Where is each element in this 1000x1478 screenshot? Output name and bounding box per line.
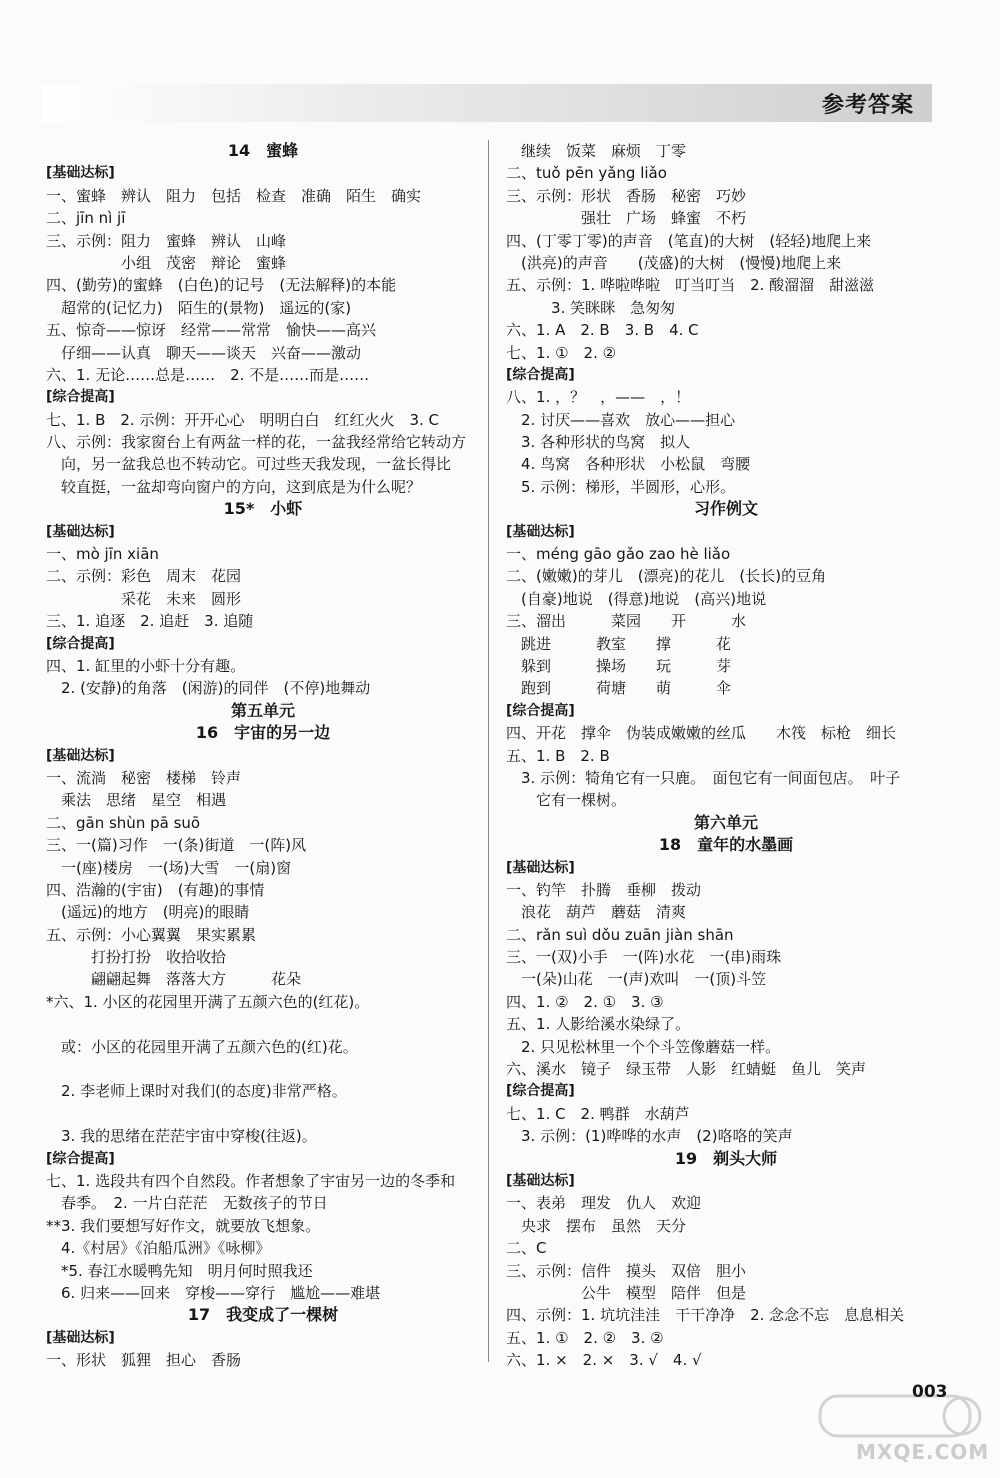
- answer-line: 3. 各种形状的鸟窝 拟人: [506, 433, 691, 452]
- answer-line: 打扮打扮 收拾收拾: [46, 948, 227, 967]
- answer-line: **3. 我们要想写好作文，就要放飞想象。: [46, 1216, 321, 1235]
- answer-line: [46, 1013, 480, 1035]
- watermark-graphic: [812, 1390, 992, 1442]
- answer-line: 3. 我的思绪在茫茫宇宙中穿梭(往返)。: [46, 1127, 317, 1146]
- answer-line: 一、流淌 秘密 楼梯 铃声: [46, 768, 242, 787]
- answer-line: 四、1. ② 2. ① 3. ③: [506, 992, 664, 1011]
- answer-line: 三、示例：信件 摸头 双倍 胆小: [506, 1261, 747, 1280]
- answer-line: 六、1. A 2. B 3. B 4. C: [506, 321, 699, 340]
- answer-line: 一、méng gāo gǎo zao hè liǎo: [506, 545, 731, 564]
- section-heading: 15* 小虾: [223, 499, 303, 519]
- answer-line: 央求 摆布 虽然 天分: [506, 1216, 687, 1235]
- answer-line: (自豪)地说 (得意)地说 (高兴)地说: [506, 589, 767, 608]
- answer-line: 4. 鸟窝 各种形状 小松鼠 弯腰: [506, 455, 751, 474]
- subsection-label: [综合提高]: [46, 1150, 115, 1167]
- answer-line: 五、1. 人影给溪水染绿了。: [506, 1015, 691, 1034]
- section-heading: 16 宇宙的另一边: [195, 723, 331, 743]
- answer-line: [46, 1103, 480, 1125]
- answer-line: 二、tuǒ pēn yǎng liǎo: [506, 164, 667, 183]
- section-heading: 第五单元: [230, 700, 295, 720]
- answer-line: 八、示例：我家窗台上有两盆一样的花，一盆我经常给它转动方: [46, 433, 467, 452]
- answer-line: 翩翩起舞 落落大方 花朵: [46, 970, 302, 989]
- page-number: 003: [912, 1382, 948, 1402]
- answer-line: 三、示例：阻力 蜜蜂 辨认 山峰: [46, 231, 287, 250]
- answer-line: 五、惊奇——惊讶 经常——常常 愉快——高兴: [46, 321, 377, 340]
- answer-line: 五、示例：小心翼翼 果实累累: [46, 925, 257, 944]
- answer-line: 5. 示例：梯形，半圆形，心形。: [506, 477, 736, 496]
- subsection-label: [基础达标]: [46, 747, 115, 764]
- answer-line: 七、1. ① 2. ②: [506, 343, 617, 362]
- answer-line: 五、1. ① 2. ② 3. ②: [506, 1328, 664, 1347]
- section-heading: 习作例文: [693, 499, 758, 519]
- answer-line: 四、浩瀚的(宇宙) (有趣)的事情: [46, 880, 265, 899]
- answer-line: 春季。 2. 一片白茫茫 无数孩子的节日: [46, 1194, 328, 1213]
- subsection-label: [基础达标]: [46, 1329, 115, 1346]
- answer-line: 四、1. 缸里的小虾十分有趣。: [46, 656, 246, 675]
- answer-line: 3. 示例：犄角它有一只鹿。 面包它有一间面包店。 叶子: [506, 768, 901, 787]
- answer-line: 四、(丁零丁零)的声音 (笔直)的大树 (轻轻)地爬上来: [506, 231, 872, 250]
- answer-line: 2. 只见松林里一个个斗笠像蘑菇一样。: [506, 1037, 781, 1056]
- answer-line: 四、示例：1. 坑坑洼洼 干干净净 2. 念念不忘 息息相关: [506, 1306, 905, 1325]
- answer-line: 二、gān shùn pā suō: [46, 813, 201, 832]
- subsection-label: [综合提高]: [506, 366, 575, 383]
- watermark-logo: [812, 1390, 992, 1472]
- answer-line: 仔细——认真 聊天——谈天 兴奋——激动: [46, 343, 362, 362]
- subsection-label: [综合提高]: [46, 635, 115, 652]
- subsection-label: [基础达标]: [506, 1172, 575, 1189]
- answer-line: 公牛 模型 陪伴 但是: [506, 1283, 747, 1302]
- answer-line: 一、形状 狐狸 担心 香肠: [46, 1351, 242, 1370]
- right-column: [506, 140, 946, 1371]
- answer-line: 三、溜出 菜园 开 水: [506, 612, 747, 631]
- answer-line: (遥远)的地方 (明亮)的眼睛: [46, 903, 250, 922]
- answer-line: (洪亮)的声音 (茂盛)的大树 (慢慢)地爬上来: [506, 253, 842, 272]
- answer-line: 3. 示例：(1)哗哗的水声 (2)咯咯的笑声: [506, 1127, 793, 1146]
- answer-line: 跑到 荷塘 萌 伞: [506, 679, 732, 698]
- answer-line: *5. 春江水暖鸭先知 明月何时照我还: [46, 1261, 313, 1280]
- answer-line: 躲到 操场 玩 芽: [506, 656, 732, 675]
- answer-line: 一、钓竿 扑腾 垂柳 拨动: [506, 880, 702, 899]
- answer-line: 二、示例：彩色 周末 花园: [46, 567, 242, 586]
- subsection-label: [基础达标]: [46, 523, 115, 540]
- answer-line: 三、示例：形状 香肠 秘密 巧妙: [506, 186, 747, 205]
- answer-line: *六、1. 小区的花园里开满了五颜六色的(红花)。: [46, 992, 370, 1011]
- section-heading: 第六单元: [693, 812, 758, 832]
- answer-line: 七、1. 选段共有四个自然段。作者想象了宇宙另一边的冬季和: [46, 1171, 456, 1190]
- column-divider: [488, 140, 489, 1362]
- subsection-label: [综合提高]: [46, 389, 115, 406]
- subsection-label: [综合提高]: [506, 1083, 575, 1100]
- answer-line: 四、(勤劳)的蜜蜂 (白色)的记号 (无法解释)的本能: [46, 276, 397, 295]
- answer-line: 3. 笑眯眯 急匆匆: [506, 298, 676, 317]
- watermark-text: MXQE.COM: [856, 1440, 990, 1464]
- answer-line: 八、1. ，？ ，—— ，！: [506, 388, 691, 407]
- answer-line: 小组 茂密 辩论 蜜蜂: [46, 253, 287, 272]
- answer-line: 五、示例：1. 哗啦哗啦 叮当叮当 2. 酸溜溜 甜滋滋: [506, 276, 875, 295]
- answer-line: 六、溪水 镜子 绿玉带 人影 红蜻蜓 鱼儿 笑声: [506, 1060, 867, 1079]
- answer-line: 一、蜜蜂 辨认 阻力 包括 检查 准确 陌生 确实: [46, 186, 422, 205]
- answer-line: 六、1. 无论……总是…… 2. 不是……而是……: [46, 365, 370, 384]
- section-heading: 17 我变成了一棵树: [187, 1305, 339, 1325]
- subsection-label: [综合提高]: [506, 702, 575, 719]
- section-heading: 19 剃头大师: [674, 1148, 778, 1168]
- answer-line: 一(座)楼房 一(场)大雪 一(扇)窗: [46, 858, 292, 877]
- header-band: [42, 84, 932, 122]
- answer-line: 乘法 思绪 星空 相遇: [46, 791, 227, 810]
- answer-line: 三、一(双)小手 一(阵)水花 一(串)雨珠: [506, 948, 782, 967]
- answer-line: 浪花 葫芦 蘑菇 清爽: [506, 903, 687, 922]
- answer-line: 二、C: [506, 1239, 547, 1258]
- page-header-title: 参考答案: [821, 93, 914, 118]
- answer-line: 2. 讨厌——喜欢 放心——担心: [506, 410, 736, 429]
- answer-line: 4.《村居》《泊船瓜洲》《咏柳》: [46, 1239, 271, 1258]
- answer-line: 继续 饭菜 麻烦 丁零: [506, 142, 687, 160]
- answer-line: 或：小区的花园里开满了五颜六色的(红)花。: [46, 1037, 358, 1056]
- answer-line: 2. (安静)的角落 (闲游)的同伴 (不停)地舞动: [46, 679, 371, 698]
- answer-line: 它有一棵树。: [506, 791, 627, 810]
- answer-line: 二、rǎn suì dǒu zuān jiàn shān: [506, 925, 734, 944]
- answer-line: 超常的(记忆力) 陌生的(景物) 遥远的(家): [46, 298, 352, 317]
- answer-line: 较直挺，一盆却弯向窗户的方向，这到底是为什么呢？: [46, 477, 422, 496]
- answer-line: 七、1. B 2. 示例：开开心心 明明白白 红红火火 3. C: [46, 410, 440, 429]
- answer-line: 一、mò jīn xiān: [46, 545, 159, 564]
- section-heading: 18 童年的水墨画: [658, 835, 794, 855]
- answer-line: 一、表弟 理发 仇人 欢迎: [506, 1194, 702, 1213]
- answer-line: 跳进 教室 撑 花: [506, 634, 732, 653]
- answer-line: 一(朵)山花 一(声)欢叫 一(顶)斗笠: [506, 970, 767, 989]
- subsection-label: [基础达标]: [506, 859, 575, 876]
- subsection-label: [基础达标]: [506, 523, 575, 540]
- left-column: [46, 140, 480, 1371]
- answer-line: 二、jīn nì jī: [46, 209, 126, 228]
- answer-line: 三、1. 追逐 2. 追赶 3. 追随: [46, 612, 254, 631]
- answer-line: 二、(嫩嫩)的芽儿 (漂亮)的花儿 (长长)的豆角: [506, 567, 827, 586]
- answer-line: 六、1. × 2. × 3. √ 4. √: [506, 1351, 702, 1370]
- section-heading: 14 蜜蜂: [227, 141, 299, 160]
- answer-line: 向，另一盆我总也不转动它。可过些天我发现，一盆长得比: [46, 455, 452, 474]
- answer-line: 七、1. C 2. 鸭群 水葫芦: [506, 1104, 690, 1123]
- answer-line: 五、1. B 2. B: [506, 746, 610, 765]
- answer-line: 三、一(篇)习作 一(条)街道 一(阵)风: [46, 836, 307, 855]
- answer-line: 四、开花 撑伞 伪装成嫩嫩的丝瓜 木筏 标枪 细长: [506, 724, 897, 743]
- answer-line: [46, 1058, 480, 1080]
- answer-line: 6. 归来——回来 穿梭——穿行 尴尬——难堪: [46, 1283, 381, 1302]
- answer-line: 强壮 广场 蜂蜜 不朽: [506, 209, 747, 228]
- subsection-label: [基础达标]: [46, 165, 115, 182]
- answer-line: 2. 李老师上课时对我们(的态度)非常严格。: [46, 1082, 347, 1101]
- answer-line: 采花 未来 圆形: [46, 589, 242, 608]
